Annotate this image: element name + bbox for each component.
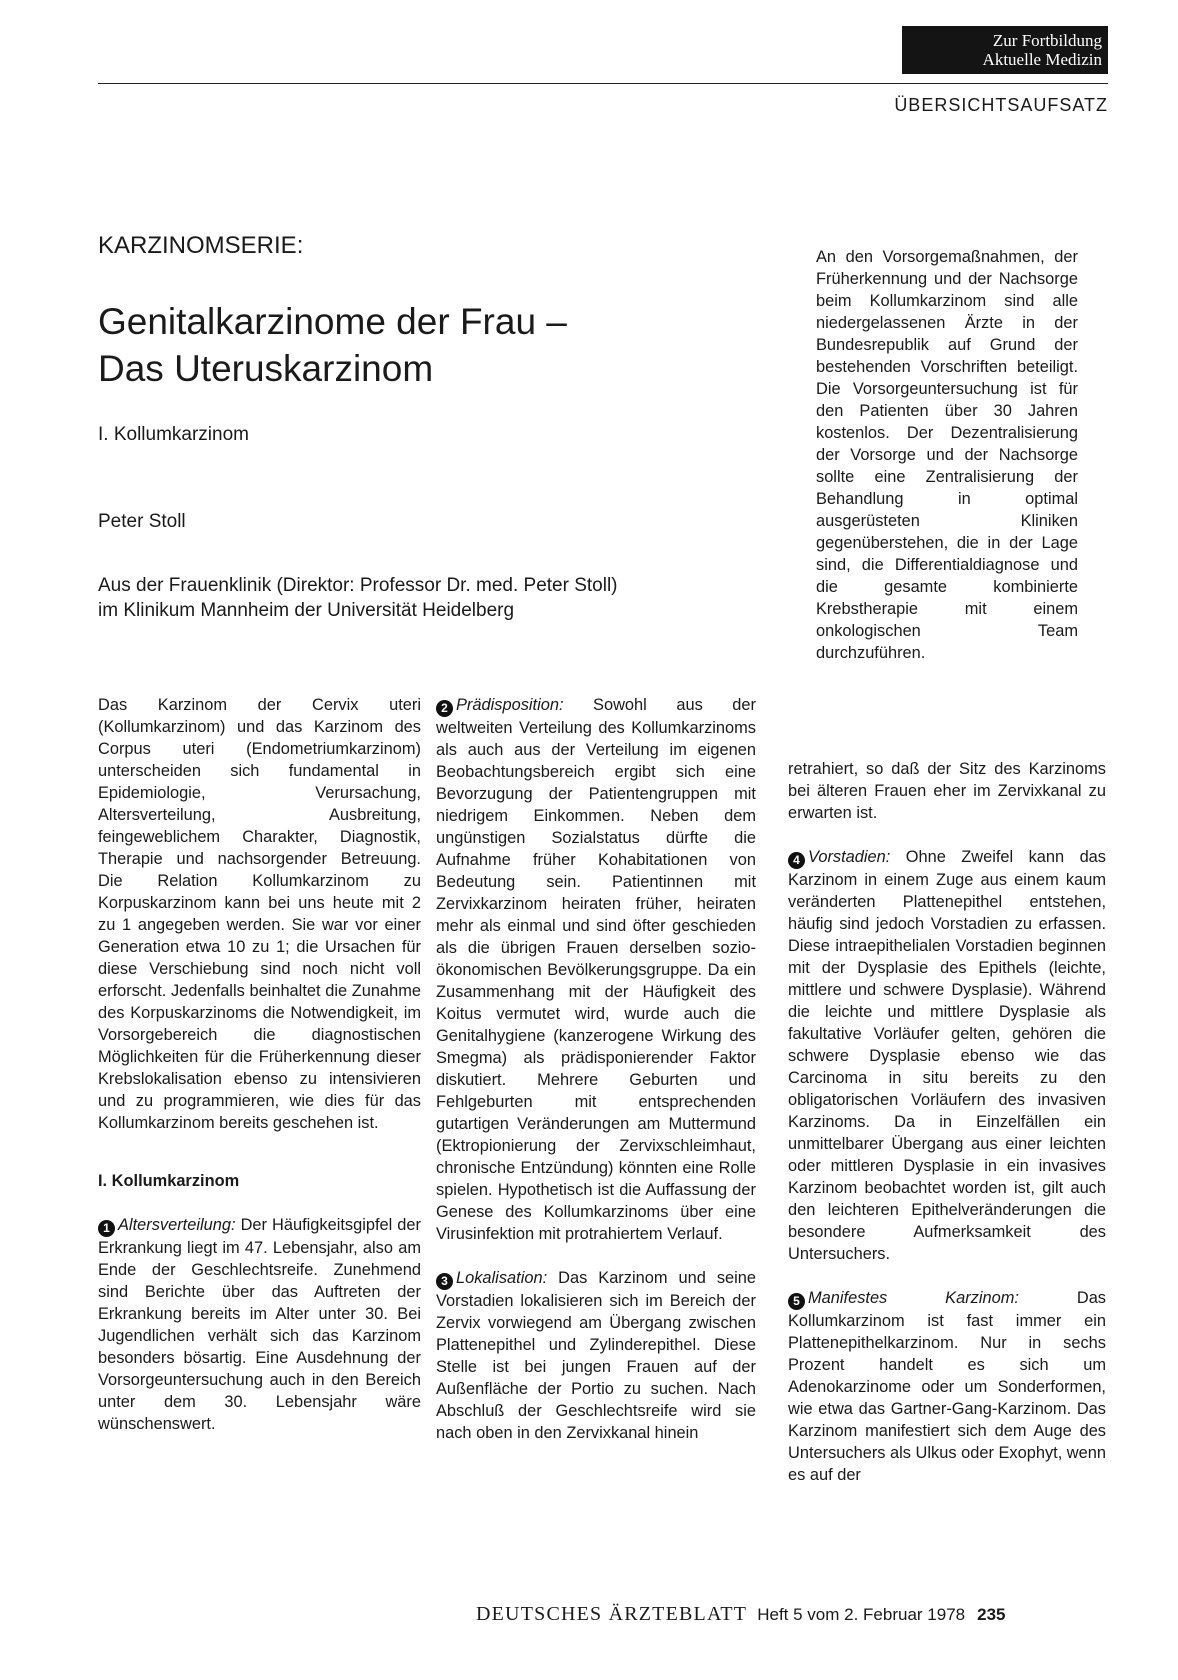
article-subtitle: I. Kollumkarzinom	[98, 424, 249, 445]
page-footer	[476, 1603, 1005, 1626]
item-3-text: Das Karzinom und seine Vorstadien lokalisieren sich im Bereich der Zervix vorwiegend am Übergang zwischen Plattenepithel und Zylinderepithel. Diese Stelle ist bei jungen Frauen auf der Außenfläche der Portio zu suchen. Nach Abschluß der Geschlechtsreife wird sie nach oben in den Zervixkanal hinein	[436, 1269, 756, 1442]
rubric-badge	[902, 26, 1108, 74]
item-2-term: Prädisposition:	[456, 696, 564, 714]
item-4-paragraph	[788, 846, 1106, 1265]
item-4-term: Vorstadien:	[808, 848, 891, 866]
item-number-4: 4	[788, 852, 805, 869]
article-title	[98, 298, 567, 392]
title-line-1: Genitalkarzinome der Frau –	[98, 301, 567, 342]
affiliation	[98, 573, 618, 623]
item-1-term: Altersverteilung:	[118, 1216, 236, 1234]
item-2-text: Sowohl aus der weltweiten Verteilung des Kollumkarzinoms als auch aus der Verteilung im eigenen Beobachtungsbereich ergibt sich eine Bevorzugung der Patientengruppen mit niedrigem Einkommen. Neben dem ungünstigen Sozialstatus dürfte die Aufnahme früher Kohabitationen von Bedeutung sein. Patientinnen mit Zervixkarzinom heiraten früher, heiraten mehr als einmal und sind öfter geschieden als die übrigen Frauen derselben sozio-ökonomischen Bevölkerungsgruppe. Da ein Zusammenhang mit der Häufigkeit des Koitus vermutet wird, wurde auch die Genitalhygiene (kanzerogene Wirkung des Smegma) als prädisponierender Faktor diskutiert. Mehrere Geburten und Fehlgeburten mit entsprechenden gutartigen Veränderungen am Muttermund (Ektropionierung der Zervixschleimhaut, chronische Entzündung) könnten eine Rolle spielen. Hypothetisch ist die Auffassung der Genese des Kollumkarzinoms über eine Virusinfektion mit protrahiertem Verlauf.	[436, 696, 756, 1243]
item-1-text: Der Häufigkeitsgipfel der Erkrankung liegt im 47. Lebensjahr, also am Ende der Geschlechtsreife. Zunehmend sind Berichte über das Auftreten der Erkrankung bereits im Alter unter 30. Bei Jugendlichen verhält sich das Karzinom besonders bösartig. Eine Ausdehnung der Vorsorgeuntersuchung auch in den Bereich unter dem 30. Lebensjahr wäre wünschenswert.	[98, 1216, 421, 1433]
section-label: ÜBERSICHTSAUFSATZ	[894, 95, 1108, 115]
item-3-paragraph	[436, 1267, 756, 1444]
item-5-text: Das Kollumkarzinom ist fast immer ein Plattenepithelkarzinom. Nur in sechs Prozent handelt es sich um Adenokarzinome oder um Sonderformen, wie etwa das Gartner-Gang-Karzinom. Das Karzinom manifestiert sich dem Auge des Untersuchers als Ulkus oder Exophyt, wenn es auf der	[788, 1289, 1107, 1484]
journal-name: DEUTSCHES ÄRZTEBLATT	[476, 1603, 748, 1625]
item-number-1: 1	[98, 1220, 115, 1237]
item-number-2: 2	[436, 700, 453, 717]
title-line-2: Das Uteruskarzinom	[98, 348, 434, 389]
item-3-continuation: retrahiert, so daß der Sitz des Karzinoms bei älteren Frauen eher im Zervixkanal zu erwarten ist.	[788, 760, 1106, 822]
column-1	[98, 694, 421, 1435]
affiliation-line-2: im Klinikum Mannheim der Universität Heidelberg	[98, 600, 515, 621]
item-2-paragraph	[436, 694, 756, 1245]
item-number-5: 5	[788, 1293, 805, 1310]
issue-info: Heft 5 vom 2. Februar 1978	[757, 1605, 966, 1624]
item-5-term: Manifestes Karzinom:	[808, 1289, 1019, 1307]
author: Peter Stoll	[98, 511, 186, 532]
item-1-paragraph	[98, 1214, 421, 1435]
section-heading: I. Kollumkarzinom	[98, 1172, 240, 1190]
column-3	[788, 758, 1106, 1486]
item-4-text: Ohne Zweifel kann das Karzinom in einem Zuge aus einem kaum veränderten Plattenepithel entstehen, häufig sind jedoch Vorstadien zu erfassen. Diese intraepithelialen Vorstadien beginnen mit der Dysplasie des Epithels (leichte, mittlere und schwere Dysplasie). Während die leichte und mittlere Dysplasie als fakultative Vorläufer gelten, gehören die schwere Dysplasie ebenso wie das Carcinoma in situ bereits zu den obligatorischen Vorläufern des invasiven Karzinoms. Da in Einzelfällen ein unmittelbarer Übergang aus einer leichten oder mittleren Dysplasie in ein invasives Karzinom beobachtet worden ist, gilt auch den leichteren Epithelveränderungen die besondere Aufmerksamkeit des Untersuchers.	[788, 848, 1106, 1263]
page-number: 235	[977, 1605, 1006, 1624]
sidebar-summary: An den Vorsorgemaßnahmen, der Früherkennung und der Nachsorge beim Kollumkarzinom sind alle niedergelassenen Ärzte in der Bundesrepublik auf Grund der bestehenden Vorschriften beteiligt. Die Vorsorgeuntersuchung ist für den Patienten über 30 Jahren kostenlos. Der Dezentralisierung der Vorsorge und der Nachsorge sollte eine Zentralisierung der Behandlung in optimal ausgerüsteten Kliniken gegenüberstehen, die in der Lage sind, die Differentialdiagnose und die gesamte kombinierte Krebstherapie mit einem onkologischen Team durchzuführen.	[816, 248, 1078, 662]
item-number-3: 3	[436, 1273, 453, 1290]
header-rule	[98, 83, 1108, 84]
rubric-line-2: Aktuelle Medizin	[982, 50, 1102, 69]
affiliation-line-1: Aus der Frauenklinik (Direktor: Professor Dr. med. Peter Stoll)	[98, 575, 618, 596]
item-5-paragraph	[788, 1287, 1106, 1486]
intro-paragraph: Das Karzinom der Cervix uteri (Kollumkarzinom) und das Karzinom des Corpus uteri (Endometriumkarzinom) unterscheiden sich fundamental in Epidemiologie, Verursachung, Altersverteilung, Ausbreitung, feingeweblichem Charakter, Diagnostik, Therapie und nachsorgender Betreuung. Die Relation Kollumkarzinom zu Korpuskarzinom kann bei uns heute mit 2 zu 1 angegeben werden. Sie war vor einer Generation etwa 10 zu 1; die Ursachen für diese Verschiebung sind noch nicht voll erforscht. Jedenfalls beinhaltet die Zunahme des Korpuskarzinoms die Notwendigkeit, im Vorsorgebereich die diagnostischen Möglichkeiten für die Früherkennung dieser Krebslokalisation ebenso zu intensivieren und zu programmieren, wie dies für das Kollumkarzinom bereits geschehen ist.	[98, 696, 421, 1132]
column-2	[436, 694, 756, 1444]
series-label: KARZINOMSERIE:	[98, 232, 304, 259]
rubric-line-1: Zur Fortbildung	[992, 31, 1102, 50]
item-3-term: Lokalisation:	[456, 1269, 548, 1287]
